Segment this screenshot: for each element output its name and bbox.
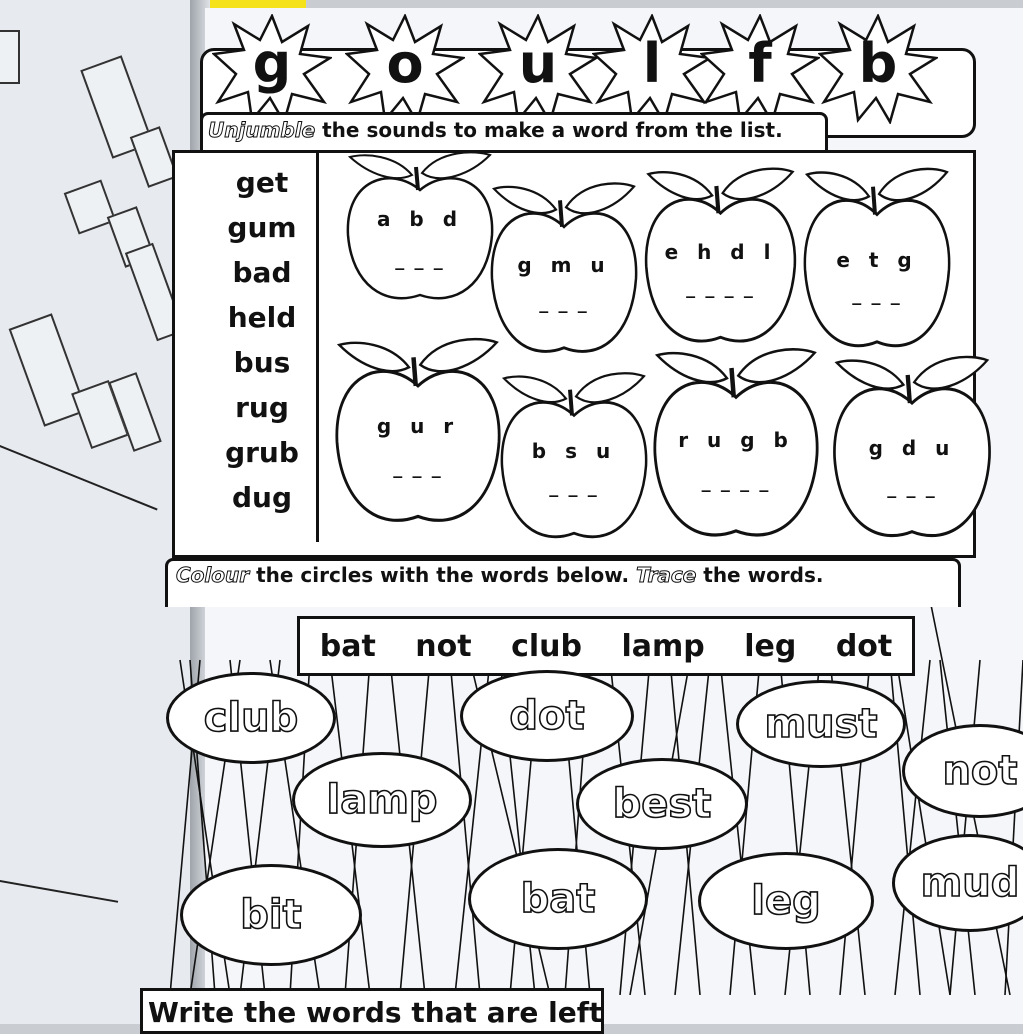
- target-word: dot: [835, 628, 893, 664]
- unjumble-instruction: [208, 118, 783, 142]
- left-page-line: [0, 445, 158, 511]
- title-letter: f: [748, 32, 772, 95]
- apple-letters: r u g b: [678, 428, 794, 452]
- word-list-divider: [316, 150, 319, 542]
- apple-puzzle: [494, 365, 654, 550]
- word-circle-label: dot: [509, 693, 585, 739]
- word-list-item: held: [227, 301, 297, 334]
- title-letter: l: [642, 32, 662, 95]
- word-circle[interactable]: [166, 672, 336, 764]
- word-circle[interactable]: [460, 670, 634, 762]
- word-circle[interactable]: [292, 752, 472, 848]
- target-words-banner: [297, 616, 915, 676]
- apple-answer-blank[interactable]: _ _ _ _: [701, 472, 771, 493]
- write-instruction: Write the words that are left: [148, 996, 603, 1029]
- apple-letters: g u r: [376, 414, 460, 438]
- word-list: [212, 160, 312, 520]
- title-letter-burst: [478, 14, 598, 124]
- left-page-line: [0, 880, 118, 903]
- instruction-text: the circles with the words below.: [249, 563, 637, 587]
- apple-puzzle: [646, 340, 826, 550]
- apple-answer-blank[interactable]: _ _ _: [852, 285, 902, 306]
- target-word: not: [415, 628, 472, 664]
- word-list-item: gum: [227, 211, 297, 244]
- title-letter-burst: [212, 14, 332, 124]
- word-list-item: bus: [233, 346, 291, 379]
- apple-puzzle: [797, 160, 957, 360]
- instruction-highlight: Trace: [636, 563, 697, 587]
- left-page-box: [130, 126, 179, 188]
- word-circle-label: not: [942, 748, 1018, 794]
- apple-answer-blank[interactable]: _ _ _: [549, 477, 599, 498]
- instruction-text: the words.: [696, 563, 824, 587]
- title-letter: b: [858, 32, 898, 95]
- word-circle-label: club: [203, 695, 299, 741]
- apple-puzzle: [638, 160, 803, 355]
- title-letter: u: [518, 32, 558, 95]
- apple-puzzle: [328, 330, 508, 535]
- apple-answer-blank[interactable]: _ _ _: [393, 458, 443, 479]
- apple-answer-blank[interactable]: _ _ _: [887, 478, 937, 499]
- word-list-item: bad: [232, 256, 292, 289]
- target-word: bat: [319, 628, 376, 664]
- title-letter: o: [386, 32, 424, 95]
- instruction-text: the sounds to make a word from the list.: [315, 118, 783, 142]
- apple-puzzle: [484, 175, 644, 365]
- word-circle[interactable]: [180, 864, 362, 966]
- left-page-box: [64, 179, 117, 234]
- word-circle-label: must: [764, 701, 878, 747]
- word-circle[interactable]: [736, 680, 906, 768]
- apple-letters: a b d: [376, 207, 464, 231]
- word-list-item: rug: [235, 391, 289, 424]
- title-letter-burst: [700, 14, 820, 124]
- title-letter-burst: [818, 14, 938, 124]
- word-circle-label: leg: [751, 878, 821, 924]
- word-circle[interactable]: [468, 848, 648, 950]
- word-list-item: get: [235, 166, 289, 199]
- apple-puzzle: [826, 348, 998, 550]
- left-page-box: [9, 313, 88, 426]
- apple-answer-blank[interactable]: _ _ _: [395, 250, 445, 271]
- apple-puzzle: [340, 145, 500, 310]
- word-circle-label: best: [612, 781, 712, 827]
- instruction-highlight: Colour: [176, 563, 250, 587]
- word-circle[interactable]: [698, 852, 874, 950]
- apple-letters: e h d l: [664, 240, 777, 264]
- word-circle[interactable]: [576, 758, 748, 850]
- word-list-item: grub: [225, 436, 299, 469]
- word-circle-label: bit: [240, 892, 302, 938]
- apple-letters: g m u: [517, 253, 611, 277]
- apple-letters: e t g: [836, 248, 918, 272]
- left-page-box: [0, 30, 20, 84]
- word-circle-label: bat: [520, 876, 596, 922]
- title-letter-burst: [345, 14, 465, 124]
- colour-instruction: [176, 563, 823, 587]
- apple-answer-blank[interactable]: _ _ _ _: [686, 278, 755, 299]
- word-list-item: dug: [231, 481, 293, 514]
- target-word: leg: [744, 628, 797, 664]
- target-word: club: [511, 628, 582, 664]
- apple-letters: b s u: [531, 439, 617, 463]
- apple-answer-blank[interactable]: _ _ _: [539, 293, 589, 314]
- word-circle-label: lamp: [326, 777, 438, 823]
- target-word: lamp: [621, 628, 705, 664]
- title-letter: g: [252, 32, 292, 95]
- apple-letters: g d u: [868, 436, 956, 460]
- title-letter-burst: [592, 14, 712, 124]
- instruction-highlight: Unjumble: [208, 118, 316, 142]
- word-circle-label: mud: [920, 860, 1020, 906]
